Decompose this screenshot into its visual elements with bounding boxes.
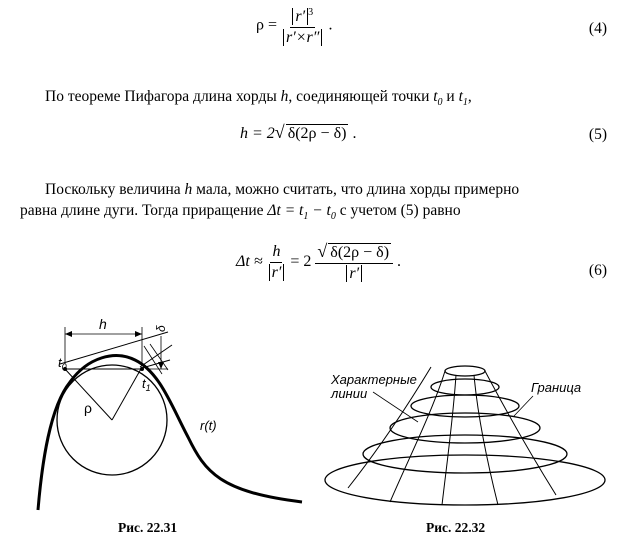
eq6-lhs: Δt ≈ — [236, 253, 263, 271]
paragraph-2-line-1 — [45, 180, 519, 200]
eq4-fraction — [281, 4, 324, 47]
paragraph-2-line-2 — [20, 201, 461, 227]
para1-t1: t — [458, 88, 463, 105]
para1-end: , — [467, 88, 472, 105]
label-char-line2: линии — [331, 386, 368, 401]
figure-22-31 — [20, 312, 310, 512]
sqrt-symbol: √ — [274, 122, 285, 142]
eq4-denominator: r′×r″ — [283, 29, 322, 46]
dim-arrow-left — [65, 331, 72, 337]
para2-line1-pre: Поскольку величина — [45, 181, 185, 198]
eq6-fraction-1 — [267, 243, 287, 282]
para2-math2: − t — [308, 202, 331, 219]
paragraph-1 — [45, 87, 472, 113]
label-char-line1: Характерные — [331, 372, 417, 387]
label-rho: ρ — [84, 400, 92, 416]
para2-sub1: 1 — [303, 211, 309, 223]
pointer-border — [514, 396, 533, 416]
sqrt-symbol-2: √ — [317, 241, 328, 261]
eq6-num1: h — [270, 243, 282, 263]
hatch-line-2 — [150, 344, 168, 370]
para1-and: и — [442, 88, 459, 105]
eq4-numerator: r′ — [292, 8, 308, 25]
para1-t0-sub: 0 — [437, 97, 443, 109]
para1-t0: t — [433, 88, 438, 105]
ellipse-2 — [411, 395, 519, 417]
para2-sub0: 0 — [330, 211, 336, 223]
eq6-den1: r′ — [269, 264, 285, 281]
para2-line1-post: мала, можно считать, что длина хорды примерно — [192, 181, 520, 198]
eq6-eq: = 2 — [290, 253, 312, 271]
equation-5 — [240, 122, 356, 143]
eq5-lhs: h = 2 — [240, 125, 275, 142]
label-border: Граница — [531, 380, 582, 395]
equation-4 — [256, 4, 332, 47]
para2-math: Δt = t — [267, 202, 304, 219]
radius-line-2 — [112, 367, 142, 420]
eq6-den2: r′ — [346, 265, 362, 282]
point-t1 — [140, 367, 144, 371]
dim-arrow-right — [135, 331, 142, 337]
dim-delta-arrow — [158, 362, 164, 369]
eq4-exponent: 3 — [308, 7, 314, 18]
eq5-radicand: δ(2ρ − δ) — [287, 125, 347, 142]
eq5-tail: . — [352, 125, 357, 142]
eq4-number: (4) — [588, 20, 607, 37]
para2-line2-pre: равна длине дуги. Тогда приращение — [20, 202, 268, 219]
eq6-fraction-2 — [315, 242, 393, 283]
eq4-tail: . — [328, 16, 333, 34]
ellipse-4 — [363, 435, 567, 473]
label-rt: r(t) — [200, 418, 217, 433]
caption-22-31: Рис. 22.31 — [118, 520, 178, 535]
curve-rt — [38, 356, 302, 510]
label-h: h — [99, 316, 107, 332]
label-t0: $t_0$ — [58, 355, 67, 372]
para1-t1-sub: 1 — [462, 97, 468, 109]
label-characteristic-lines — [331, 373, 417, 401]
label-delta: δ — [154, 325, 168, 332]
eq6-radicand: δ(2ρ − δ) — [330, 244, 390, 261]
eq6-tail: . — [397, 253, 402, 271]
label-t1: $t_1$ — [142, 376, 151, 393]
equation-6 — [236, 242, 401, 283]
caption-22-32: Рис. 22.32 — [426, 520, 486, 535]
para2-h: h — [184, 181, 193, 198]
para1-pre: По теореме Пифагора длина хорды — [45, 88, 281, 105]
ellipse-top — [445, 366, 485, 376]
para2-line2-post: с учетом (5) равно — [335, 202, 461, 219]
para1-mid: , соединяющей точки — [288, 88, 434, 105]
eq4-lhs: ρ = — [256, 16, 278, 34]
eq5-number: (5) — [588, 126, 607, 143]
para1-h: h — [280, 88, 289, 105]
eq6-number: (6) — [588, 262, 607, 279]
